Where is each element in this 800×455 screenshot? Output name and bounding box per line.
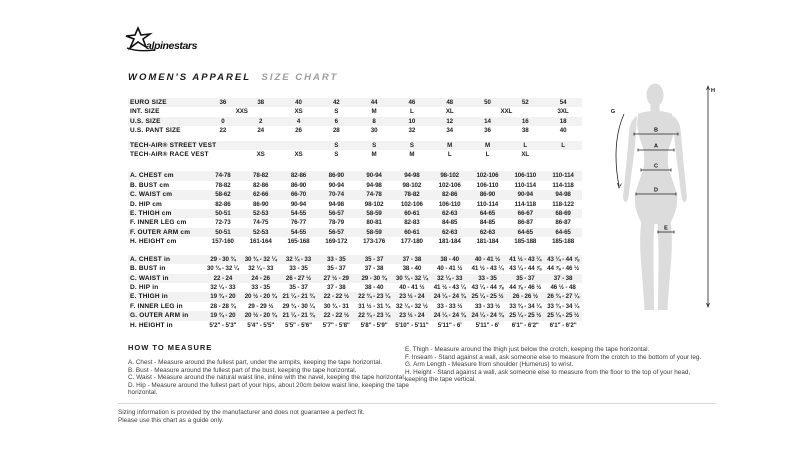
- cell: 33 - 33 ½: [437, 302, 463, 310]
- cell: 41 ½ - 43 ¼: [433, 283, 466, 291]
- cell: 43 ¼ - 44 ⅞: [471, 283, 504, 291]
- cell: 82-83: [404, 219, 420, 227]
- cell: 86-87: [555, 219, 571, 227]
- cell: 173-176: [363, 238, 386, 246]
- cell: XL: [445, 108, 454, 116]
- cell: 54: [559, 99, 567, 106]
- cell: 58-62: [215, 191, 231, 199]
- title-bold: WOMEN'S APPAREL: [128, 72, 251, 83]
- cell: 64-65: [517, 228, 533, 236]
- cell: 5'10" - 5'11": [395, 321, 429, 329]
- cell: 50-51: [215, 228, 231, 236]
- cell: 44: [370, 99, 378, 106]
- cell: 165-168: [287, 238, 310, 246]
- row-label: TECH-AIR® STREET VEST: [130, 141, 217, 149]
- cell: 35 - 37: [515, 274, 535, 282]
- how-to-line: C. Waist - Measure around the natural waist line, inline with the navel, keeping the tape horizontal.: [128, 374, 406, 382]
- cell: 5'4" - 5'5": [247, 321, 275, 329]
- row-label: B. BUST cm: [130, 181, 170, 189]
- cell: 36: [484, 127, 491, 135]
- cell: 106-110: [476, 181, 499, 189]
- footer-line-2: Please use this chart as a guide only.: [118, 416, 224, 424]
- table-row: [128, 98, 582, 107]
- cell: 41 ½ - 43 ¼: [471, 265, 504, 273]
- cell: 6'1" - 6'2": [549, 321, 577, 329]
- cell: 185-188: [514, 238, 537, 246]
- table-row: [128, 311, 582, 320]
- cell: 102-106: [438, 181, 461, 189]
- logo-text: alpinestars: [146, 40, 198, 52]
- row-label: H. HEIGHT in: [130, 321, 173, 329]
- cell: 10: [408, 117, 416, 125]
- cell: 28: [332, 127, 340, 135]
- cell: 169-172: [325, 238, 348, 246]
- label-hip: D: [654, 187, 658, 194]
- cell: 52-53: [253, 228, 269, 236]
- label-arm: G: [610, 109, 616, 115]
- cell: 24 - 26: [251, 274, 270, 282]
- label-waist: C: [654, 163, 658, 170]
- table-row: [128, 264, 582, 273]
- cell: 94-98: [404, 172, 420, 180]
- cell: 33 - 35: [478, 274, 497, 282]
- row-label: U.S. SIZE: [130, 117, 161, 125]
- cell: 23 ½ - 24: [399, 312, 425, 320]
- table-row: [128, 283, 582, 292]
- row-label: H. HEIGHT cm: [130, 238, 177, 246]
- cell: 25 ¼ - 25 ½: [471, 293, 504, 301]
- size-chart-table: [128, 98, 582, 330]
- cell: S: [372, 141, 377, 149]
- cell: 114-118: [514, 200, 536, 208]
- cell: 26 - 27 ½: [285, 274, 312, 282]
- cell: 74-75: [253, 219, 269, 227]
- table-row: [128, 150, 582, 159]
- label-thigh: E: [664, 225, 668, 232]
- cell: 22 ¾ - 23 ¼: [358, 293, 391, 301]
- cell: 43 ¼ - 44 ⅞: [509, 265, 542, 273]
- cell: 24: [257, 127, 265, 135]
- cell: 6: [334, 117, 338, 125]
- cell: 60-61: [404, 228, 420, 236]
- cell: 8: [372, 117, 376, 125]
- row-label: G. OUTER ARM in: [130, 312, 189, 320]
- cell: 32 ¼ - 33: [248, 265, 274, 273]
- cell: 90-94: [328, 181, 344, 189]
- cell: 5'5" - 5'6": [285, 321, 312, 329]
- cell: 38: [257, 99, 265, 106]
- cell: 62-66: [253, 191, 269, 199]
- table-row: [128, 228, 582, 237]
- cell: 114-118: [552, 181, 574, 189]
- table-row: [128, 141, 582, 150]
- table-row: [128, 274, 582, 283]
- cell: 20 ½ - 20 ¾: [244, 312, 277, 320]
- section-spacer: [128, 247, 582, 255]
- table-row: [128, 117, 582, 126]
- cell: M: [484, 141, 490, 149]
- cell: 66-70: [290, 191, 307, 199]
- cell: 58-59: [366, 228, 382, 236]
- cell: 37 - 38: [402, 255, 422, 263]
- cell: 32 ¼ - 33: [285, 255, 312, 263]
- cell: 12: [446, 117, 454, 125]
- row-label: F. INNER LEG in: [130, 302, 183, 310]
- table-row: [128, 200, 582, 209]
- footer-disclaimer: [118, 409, 365, 424]
- table-row: [128, 209, 582, 218]
- cell: [280, 141, 318, 150]
- table-row: [128, 302, 582, 311]
- body-silhouette: [623, 84, 687, 311]
- cell: 33 - 33 ½: [474, 302, 501, 310]
- cell: 19 ¾ - 20: [210, 312, 236, 320]
- cell: 56-57: [328, 210, 344, 218]
- cell: 181-184: [438, 238, 461, 246]
- cell: 118-122: [552, 200, 574, 208]
- cell: L: [485, 151, 490, 159]
- page-title: [128, 72, 338, 83]
- cell: M: [371, 108, 377, 116]
- cell: 29 - 30 ¾: [210, 255, 236, 263]
- row-label: E. THIGH cm: [130, 210, 172, 218]
- cell: S: [334, 108, 339, 116]
- cell: 82-86: [442, 191, 458, 199]
- cell: 25 ¼ - 25 ½: [509, 312, 542, 320]
- cell: XXL: [500, 108, 513, 116]
- cell: 106-110: [514, 172, 537, 180]
- cell: 86-87: [517, 219, 533, 227]
- how-to-left: [128, 359, 416, 397]
- footer-line-1: Sizing information is provided by the manufacturer and does not guarantee a perfect fit.: [118, 409, 365, 416]
- cell: 52-53: [253, 210, 269, 218]
- cell: 22 - 24: [213, 274, 233, 282]
- table-row: [128, 321, 582, 330]
- cell: 86-90: [253, 200, 269, 208]
- row-label: U.S. PANT SIZE: [130, 127, 181, 135]
- cell: L: [447, 151, 452, 159]
- cell: 23 ½ - 24: [399, 293, 425, 301]
- table-row: [128, 107, 582, 116]
- body-diagram: [596, 82, 718, 312]
- cell: XL: [521, 151, 530, 159]
- cell: 62-63: [479, 228, 496, 236]
- cell: [544, 150, 582, 159]
- alpinestars-logo: [124, 26, 210, 58]
- cell: 24 ¼ - 24 ¾: [433, 312, 466, 320]
- cell: 22 ¾ - 23 ¼: [358, 312, 391, 320]
- cell: M: [409, 151, 415, 159]
- cell: 62-63: [442, 228, 458, 236]
- cell: 5'11" - 6': [475, 321, 500, 329]
- cell: 38 - 40: [364, 283, 384, 291]
- how-to-line: E. Thigh - Measure around the thigh just below the crotch, keeping the tape horizontal.: [405, 346, 650, 353]
- cell: 30 ¾ - 31: [323, 302, 349, 310]
- cell: 80-81: [366, 219, 382, 227]
- cell: 40 - 41 ½: [474, 255, 501, 263]
- cell: 26 - 26 ½: [512, 293, 538, 301]
- cell: 84-85: [442, 219, 458, 227]
- cell: 22: [219, 127, 227, 135]
- table-row: [128, 190, 582, 199]
- cell: 33 - 35: [327, 255, 346, 263]
- row-label: D. HIP in: [130, 283, 159, 291]
- cell: 157-160: [211, 238, 234, 246]
- cell: 94-98: [366, 181, 382, 189]
- cell: 6'1" - 6'2": [511, 321, 539, 329]
- cell: 43 ¼ - 44 ⅞: [547, 255, 580, 263]
- cell: 40 - 41 ½: [437, 265, 463, 273]
- how-to-right: [405, 346, 705, 384]
- cell: 84-85: [479, 219, 496, 227]
- row-label: F. INNER LEG cm: [130, 219, 187, 227]
- cell: 161-164: [249, 238, 272, 246]
- how-to-line: B. Bust - Measure around the fullest part of the bust, keeping the tape horizontal.: [128, 366, 357, 374]
- table-row: [128, 218, 582, 227]
- cell: 72-73: [215, 219, 231, 227]
- cell: 42: [332, 99, 340, 106]
- cell: [242, 141, 280, 150]
- cell: 4: [296, 117, 301, 125]
- cell: 60-61: [404, 210, 420, 218]
- cell: 82-86: [215, 200, 231, 208]
- cell: 78-82: [404, 191, 420, 199]
- table-row: [128, 181, 582, 190]
- label-chest: A: [654, 143, 658, 150]
- cell: 24 ¼ - 24 ¾: [433, 293, 466, 301]
- cell: 32 ¼ - 33: [210, 283, 236, 291]
- cell: 33 - 35: [289, 265, 308, 273]
- cell: 177-180: [400, 238, 423, 246]
- cell: 50-51: [215, 210, 231, 218]
- table-row: [128, 255, 582, 264]
- cell: M: [447, 141, 453, 149]
- cell: 35 - 37: [289, 283, 308, 291]
- cell: 54-55: [290, 210, 307, 218]
- cell: 5'7" - 5'8": [322, 321, 350, 329]
- cell: 94-98: [328, 200, 344, 208]
- cell: 74-78: [366, 191, 382, 199]
- cell: 74-78: [215, 172, 231, 180]
- cell: 32: [408, 127, 416, 135]
- cell: 16: [521, 117, 529, 125]
- cell: 2: [259, 117, 263, 125]
- cell: 37 - 38: [553, 274, 573, 282]
- section-spacer: [128, 159, 582, 171]
- cell: [204, 150, 242, 159]
- table-row: [128, 126, 582, 135]
- cell: 37 - 38: [364, 265, 384, 273]
- cell: XXS: [235, 108, 248, 116]
- cell: 24 ¼ - 24 ¾: [471, 312, 504, 320]
- cell: 41 ½ - 43 ¼: [509, 255, 542, 263]
- cell: 44 ⅞ - 46 ½: [547, 265, 580, 273]
- row-label: INT. SIZE: [130, 108, 160, 116]
- row-label: A. CHEST in: [130, 255, 171, 263]
- cell: XS: [294, 151, 303, 159]
- table-row: [128, 171, 582, 180]
- cell: 185-188: [552, 238, 575, 246]
- cell: L: [410, 108, 414, 116]
- cell: 26: [295, 127, 302, 135]
- cell: 30 ¾ - 32 ¼: [244, 255, 277, 263]
- cell: 25 ¼ - 25 ½: [547, 312, 580, 320]
- cell: 22 - 22 ½: [323, 293, 349, 301]
- cell: 30: [370, 127, 378, 135]
- cell: 102-106: [400, 200, 423, 208]
- table-row: [128, 237, 582, 246]
- cell: 90-94: [290, 200, 307, 208]
- cell: 26 ¾ - 27 ¼: [547, 293, 580, 301]
- cell: 82-86: [290, 172, 307, 180]
- cell: 29 - 30 ¾: [361, 274, 387, 282]
- label-height: H: [711, 88, 715, 94]
- cell: 0: [221, 117, 225, 125]
- cell: 35 - 37: [364, 255, 384, 263]
- cell: 28 - 28 ¾: [210, 302, 236, 310]
- cell: 70-74: [328, 191, 344, 199]
- cell: L: [561, 141, 565, 149]
- cell: 35 - 37: [327, 265, 346, 273]
- cell: 50: [484, 99, 491, 106]
- cell: 30 ¾ - 32 ¼: [206, 265, 239, 273]
- cell: 86-90: [328, 172, 344, 180]
- cell: 32 ¼ - 32 ½: [395, 302, 428, 310]
- cell: 29 - 29 ½: [248, 302, 274, 310]
- cell: 90-94: [366, 172, 382, 180]
- cell: 30 ¾ - 32 ¼: [395, 274, 428, 282]
- cell: 33 ¾ - 34 ¼: [509, 302, 542, 310]
- cell: 5'2" - 5'3": [209, 321, 237, 329]
- cell: 46: [408, 99, 416, 106]
- cell: 76-77: [290, 219, 307, 227]
- cell: 33 ¾ - 34 ¼: [547, 302, 580, 310]
- cell: 21 ¼ - 21 ¾: [282, 293, 315, 301]
- cell: 3XL: [557, 108, 569, 116]
- cell: 44 ⅞ - 46 ½: [509, 283, 542, 291]
- table-row: [128, 292, 582, 301]
- row-label: B. BUST in: [130, 265, 166, 273]
- cell: 29 ¾ - 30 ¼: [282, 302, 315, 310]
- cell: 181-184: [476, 238, 499, 246]
- cell: 82-86: [253, 181, 269, 189]
- cell: 33 - 35: [251, 283, 270, 291]
- cell: 40: [559, 127, 567, 135]
- cell: 64-65: [555, 228, 571, 236]
- cell: 27 ½ - 29: [323, 274, 349, 282]
- cell: 48: [446, 99, 454, 106]
- how-to-line: H. Height - Stand against a wall, ask someone else to measure from the floor to the top of your head, keeping the tape vertical.: [405, 368, 691, 384]
- cell: XS: [294, 108, 303, 116]
- label-bust: B: [654, 127, 658, 134]
- row-label: TECH-AIR® RACE VEST: [130, 151, 209, 159]
- row-label: C. WAIST in: [130, 274, 169, 282]
- cell: 38: [521, 127, 529, 135]
- cell: 54-55: [290, 228, 307, 236]
- cell: 18: [559, 117, 567, 125]
- title-light: SIZE CHART: [261, 72, 339, 83]
- cell: 38 - 40: [402, 265, 422, 273]
- cell: L: [523, 141, 528, 149]
- size-chart-body: [128, 98, 582, 330]
- row-label: F. OUTER ARM cm: [130, 228, 191, 236]
- cell: 86-90: [290, 181, 307, 189]
- row-label: C. WAIST cm: [130, 191, 173, 199]
- cell: 110-114: [552, 172, 574, 180]
- cell: 36: [219, 99, 227, 106]
- cell: 102-106: [476, 172, 499, 180]
- footer-divider: [118, 403, 716, 404]
- cell: 78-82: [253, 172, 269, 180]
- cell: S: [409, 141, 414, 149]
- cell: 98-102: [364, 200, 384, 208]
- cell: 34: [446, 127, 454, 135]
- row-label: E. THIGH in: [130, 293, 168, 301]
- cell: 110-114: [514, 181, 536, 189]
- cell: S: [334, 141, 339, 149]
- cell: M: [371, 151, 377, 159]
- how-to-line: D. Hip - Measure around the fullest part of your hips, about 20cm below waist line, keeping the tape horizontal.: [128, 381, 409, 397]
- cell: 86-90: [479, 191, 496, 199]
- cell: 78-79: [328, 219, 344, 227]
- cell: 5'8" - 5'9": [360, 321, 388, 329]
- cell: 94-98: [555, 191, 571, 199]
- cell: 31 ½ - 31 ¾: [358, 302, 391, 310]
- how-to-line: F. Inseam - Stand against a wall, ask someone else to measure from the crotch to the bottom of your leg.: [405, 353, 702, 361]
- cell: 20 ½ - 20 ¾: [244, 293, 277, 301]
- cell: 22 - 22 ½: [323, 312, 349, 320]
- how-to-measure-title: HOW TO MEASURE: [128, 343, 213, 352]
- cell: 32 ¼ - 33: [437, 274, 463, 282]
- row-label: EURO SIZE: [130, 99, 167, 106]
- cell: 98-102: [402, 181, 422, 189]
- cell: 56-57: [328, 228, 344, 236]
- cell: 52: [521, 99, 529, 106]
- cell: 40: [295, 99, 302, 106]
- cell: 37 - 38: [327, 283, 346, 291]
- cell: 106-110: [438, 200, 461, 208]
- cell: 14: [484, 117, 491, 125]
- cell: 40 - 41 ½: [399, 283, 425, 291]
- row-label: D. HIP cm: [130, 200, 163, 208]
- cell: 78-82: [215, 181, 231, 189]
- cell: 66-67: [517, 210, 533, 218]
- cell: 21 ¼ - 21 ¾: [282, 312, 315, 320]
- cell: 64-65: [479, 210, 496, 218]
- cell: 5'11" - 6': [437, 321, 462, 329]
- cell: 38 - 40: [440, 255, 459, 263]
- cell: 58-59: [366, 210, 382, 218]
- cell: S: [334, 151, 339, 159]
- cell: 19 ¾ - 20: [210, 293, 236, 301]
- cell: 68-69: [555, 210, 571, 218]
- cell: 46 ½ - 48: [550, 283, 576, 291]
- row-label: A. CHEST cm: [130, 172, 174, 180]
- cell: 98-102: [440, 172, 460, 180]
- how-to-line: G. Arm Length - Measure from shoulder (Humerus) to wrist.: [405, 361, 574, 369]
- cell: XS: [256, 151, 265, 159]
- cell: 110-114: [476, 200, 499, 208]
- cell: 62-63: [442, 210, 458, 218]
- how-to-line: A. Chest - Measure around the fullest part, under the armpits, keeping the tape horizontal.: [128, 359, 382, 366]
- cell: 90-94: [517, 191, 533, 199]
